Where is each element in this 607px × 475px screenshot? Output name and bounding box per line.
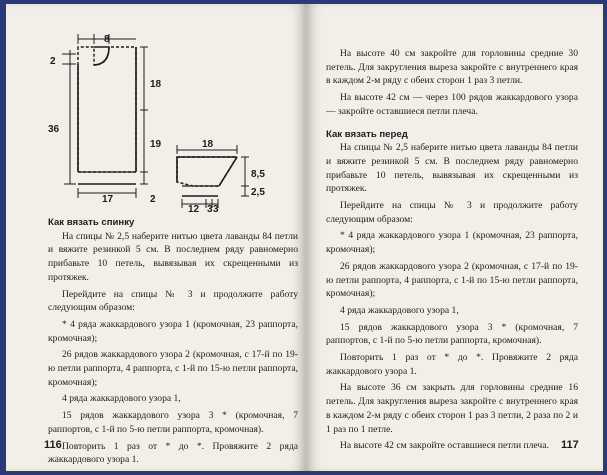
paragraph: 15 рядов жаккардового узора 3 * (кромочная, 7 раппортов, с 1-й по 5-ю петли раппорта, кромочная). <box>48 410 298 435</box>
paragraph: 26 рядов жаккардового узора 2 (кромочная, с 17-й по 19-ю петли раппорта, 4 раппорта, с 1-й по 15-ю петли раппорта, кромочная); <box>48 349 298 388</box>
paragraph: * 4 ряда жаккардового узора 1 (кромочная, 23 раппорта, кромочная); <box>326 230 578 256</box>
paragraph: Перейдите на спицы № 3 и продолжите работу следующим образом: <box>326 200 578 225</box>
page-number-left: 116 <box>44 439 62 451</box>
paragraph: Повторить 1 раз от * до *. Провяжите 2 ряда жаккардового узора 1. <box>48 440 298 466</box>
pattern-diagram <box>14 32 304 214</box>
paragraph: На высоте 36 см закрыть для горловины средние 16 петель. Для закругления выреза закройте с внутреннего края в каждом 2-м ряду с обеих сторон 1 раз 3 петли, 2 раза по 2 и 1 раз по 1 петле. <box>326 382 578 435</box>
label-total-height: 36 <box>48 124 60 135</box>
paragraph: 15 рядов жаккардового узора 3 * (кромочная, 7 раппортов, с 1-й по 5-ю петли раппорта, кромочная). <box>326 321 578 347</box>
paragraph: * 4 ряда жаккардового узора 1 (кромочная, 23 раппорта, кромочная); <box>48 318 298 344</box>
paragraph: Повторить 1 раз от * до *. Провяжите 2 ряда жаккардового узора 1. <box>326 352 578 377</box>
label-upper-height: 18 <box>150 79 162 90</box>
paragraph: На спицы № 2,5 наберите нитью цвета лаванды 84 петли и вяжите резинкой 5 см. В последнем ряду равномерно прибавьте 10 петель, вывязывая их скрещенными из протяжек. <box>48 230 298 283</box>
right-page <box>306 4 603 471</box>
right-page-text <box>326 47 578 453</box>
book-spread <box>6 4 603 471</box>
back-neckline <box>94 47 109 65</box>
paragraph: На спицы № 2,5 наберите нитью цвета лаванды 84 петли и вяжите резинкой 5 см. В последнем ряду равномерно прибавьте 10 петель, вывязывая их скрещенными из протяжек. <box>326 142 578 195</box>
label-sleeve-cuff-b: 3 <box>213 204 219 214</box>
left-page-text <box>48 216 298 467</box>
paragraph: На высоте 42 см — через 100 рядов жаккардового узора — закройте оставшиеся петли плеча. <box>326 92 578 117</box>
left-page <box>6 4 306 471</box>
label-bottom-width: 17 <box>102 194 114 205</box>
back-body-outline <box>78 47 136 172</box>
heading-front: Как вязать перед <box>326 128 408 140</box>
paragraph: 4 ряда жаккардового узора 1, <box>62 393 181 405</box>
label-bottom-rib: 2 <box>150 194 156 205</box>
label-sleeve-bottom: 12 <box>188 204 200 214</box>
label-top-width: 8 <box>104 34 110 45</box>
label-sleeve-top: 18 <box>202 139 214 150</box>
label-lower-height: 19 <box>150 139 162 150</box>
heading-back: Как вязать спинку <box>48 217 135 228</box>
label-sleeve-cuff-a: 3 <box>207 204 213 214</box>
page-number-right: 117 <box>561 439 579 451</box>
label-sleeve-height: 8,5 <box>251 169 265 180</box>
paragraph: На высоте 40 см закройте для горловины средние 30 петель. Для закругления выреза закройте с внутреннего края в каждом 2-м ряду с обеих сторон 1 раз 3 петли. <box>326 48 578 87</box>
label-sleeve-rib: 2,5 <box>251 187 265 198</box>
label-sleeve-offset: 2 <box>50 56 56 67</box>
paragraph: 4 ряда жаккардового узора 1, <box>340 304 459 316</box>
paragraph: Перейдите на спицы № 3 и продолжите работу следующим образом: <box>48 288 298 314</box>
paragraph: На высоте 42 см закройте оставшиеся петли плеча. <box>340 440 549 452</box>
sleeve-right-edge <box>219 157 237 186</box>
paragraph: 26 рядов жаккардового узора 2 (кромочная, с 17-й по 19-ю петли раппорта, 4 раппорта, с 1-й по 15-ю петли раппорта, кромочная); <box>326 260 578 300</box>
